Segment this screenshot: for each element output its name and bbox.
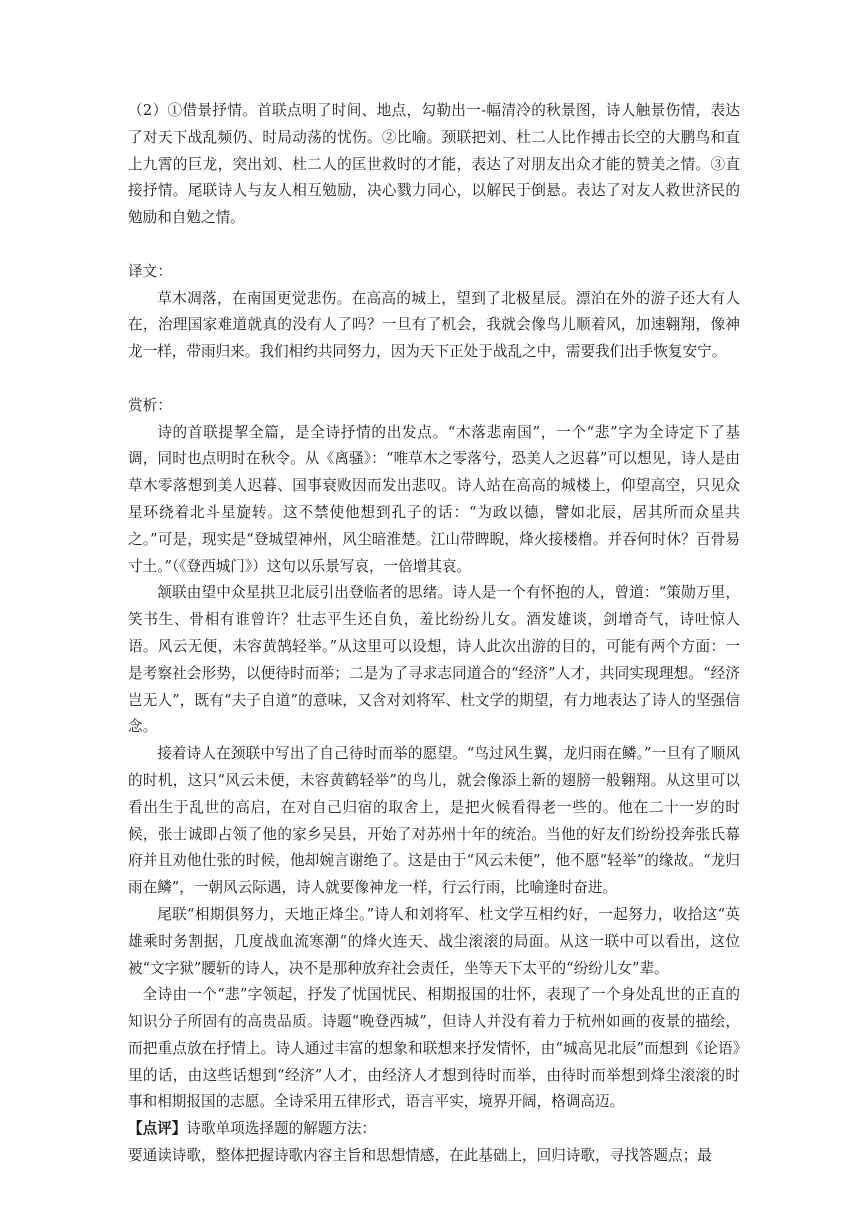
comment-tag: 【点评】 — [128, 1120, 187, 1138]
comment-line — [128, 1116, 740, 1143]
comment-title: 诗歌单项选择题的解题方法： — [186, 1120, 377, 1138]
appreciation-summary: 全诗由一个“悲”字领起，抒发了忧国忧民、相期报国的壮怀，表现了一个身处乱世的正直的知识分子所固有的高贵品质。诗题“晚登西城”，但诗人并没有着力于杭州如画的夜景的描绘，而把重点放在抒情上。诗人通过丰富的想象和联想来抒发情怀，由“城高见北辰”而想到《论语》里的话，由这些话想到“经济”人才，由经济人才想到待时而举，由待时而举想到烽尘滚滚的时事和相期报国的志愿。全诗采用五律形式，语言平实，境界开阔，格调高迈。 — [128, 986, 740, 1111]
answer-paragraph: （2）①借景抒情。首联点明了时间、地点，勾勒出一-幅清冷的秋景图，诗人触景伤情，表达了对天下战乱频仍、时局动荡的忧伤。②比喻。颈联把刘、杜二人比作搏击长空的大鹏鸟和直上九霄的巨龙，突出刘、杜二人的匡世救时的才能，表达了对朋友出众才能的赞美之情。③直接抒情。尾联诗人与友人相互勉励，决心戮力同心，以解民于倒悬。表达了对友人救世济民的勉励和自勉之情。 — [128, 102, 740, 227]
appreciation-paragraph-3: 接着诗人在颈联中写出了自己待时而举的愿望。“鸟过风生翼，龙归雨在鳞。”一旦有了顺风的时机，这只“风云未便，未容黄鹤轻举”的鸟儿，就会像添上新的翅膀一般翱翔。从这里可以看出生于乱世的高启，在对自己归宿的取舍上，是把火候看得老一些的。他在二十一岁的时候，张士诚即占领了他的家乡吴县，开始了对苏州十年的统治。当他的好友们纷纷投奔张氏幕府并且劝他仕张的时候，他却婉言谢绝了。这是由于“风云未便”，他不愿“轻举”的缘故。“龙归雨在鳞”，一朝风云际遇，诗人就要像神龙一样，行云行雨，比喻逢时奋进。 — [128, 745, 740, 897]
spacer — [128, 366, 740, 393]
appreciation-paragraph-4: 尾联“相期俱努力，天地正烽尘。”诗人和刘将军、杜文学互相约好，一起努力，收拾这“英雄乘时务割据，几度战血流寒潮”的烽火连天、战尘滚滚的局面。从这一联中可以看出，这位被“文字狱”腰斩的诗人，决不是那种放弃社会责任，坐等天下太平的“纷纷儿女”辈。 — [128, 905, 740, 977]
document-page — [128, 98, 740, 1170]
appreciation-paragraph-2: 颔联由望中众星拱卫北辰引出登临者的思绪。诗人是一个有怀抱的人，曾道：“策勋万里，笑书生、骨相有谁曾许？壮志平生还自负，羞比纷纷儿女。酒发雄谈，剑增奇气，诗吐惊人语。风云无便，未容黄鹄轻举。”从这里可以设想，诗人此次出游的目的，可能有两个方面：一是考察社会形势，以便待时而举；二是为了寻求志同道合的“经济”人才，共同实现理想。“经济岂无人”，既有“夫子自道”的意味，又含对刘将军、杜文学的期望，有力地表达了诗人的坚强信念。 — [128, 584, 740, 736]
appreciation-heading: 赏析： — [128, 396, 172, 414]
translation-body: 草木凋落，在南国更觉悲伤。在高高的城上，望到了北极星辰。漂泊在外的游子还大有人在，治理国家难道就真的没有人了吗？一旦有了机会，我就会像鸟儿顺着风，加速翱翔，像神龙一样，带雨归来。我们相约共同努力，因为天下正处于战乱之中，需要我们出手恢复安宁。 — [128, 289, 740, 361]
comment-body: 要通读诗歌，整体把握诗歌内容主旨和思想情感，在此基础上，回归诗歌，寻找答题点；最 — [128, 1147, 712, 1165]
translation-heading: 译文： — [128, 262, 172, 280]
appreciation-paragraph-1: 诗的首联提挈全篇，是全诗抒情的出发点。“木落悲南国”，一个“悲”字为全诗定下了基调，同时也点明时在秋令。从《离骚》：“唯草木之零落兮，恐美人之迟暮”可以想见，诗人是由草木零落想到美人迟暮、国事衰败因而发出悲叹。诗人站在高高的城楼上，仰望高空，只见众星环绕着北斗星旋转。这不禁使他想到孔子的话：“为政以德，譬如北辰，居其所而众星共之。”可是，现实是“登城望神州，风尘暗淮楚。江山带睥睨，烽火接楼橹。并吞何时休？百骨易寸土。”（《登西城门》）这句以乐景写哀，一倍增其哀。 — [128, 423, 740, 575]
spacer — [128, 232, 740, 259]
